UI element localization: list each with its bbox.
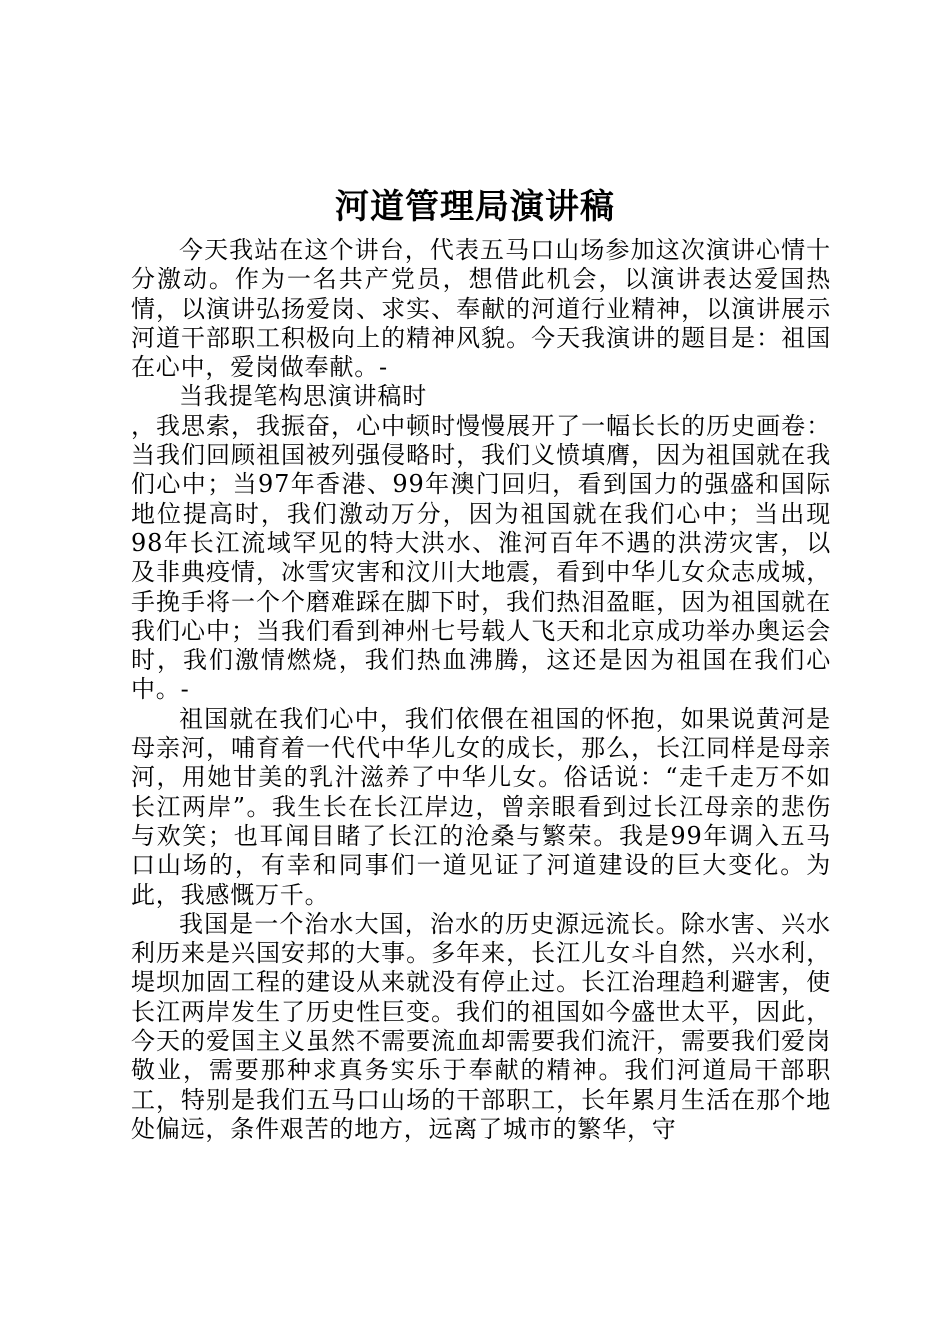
paragraph-drafting: 当我提笔构思演讲稿时 xyxy=(179,382,427,411)
paragraph-history: ，我思索，我振奋，心中顿时慢慢展开了一幅长长的历史画卷：当我们回顾祖国被列强侵略时，我们义愤填膺，因为祖国就在我们心中；当97年香港、99年澳门回归，看到国力的强盛和国际地位提高时，我们激动万分，因为祖国就在我们心中；当出现98年长江流域罕见的特大洪水、淮河百年不遇的洪涝灾害，以及非典疫情，冰雪灾害和汶川大地震，看到中华儿女众志成城，手挽手将一个个磨难踩在脚下时，我们热泪盈眶，因为祖国就在我们心中；当我们看到神州七号载人飞天和北京成功举办奥运会时，我们激情燃烧，我们热血沸腾，这还是因为祖国在我们心中。- xyxy=(131,411,831,704)
paragraph-water-management: 我国是一个治水大国，治水的历史源远流长。除水害、兴水利历来是兴国安邦的大事。多年来，长江儿女斗自然，兴水利，堤坝加固工程的建设从来就没有停止过。长江治理趋利避害，使长江两岸发生了历史性巨变。我们的祖国如今盛世太平，因此，今天的爱国主义虽然不需要流血却需要我们流汗，需要我们爱岗敬业，需要那种求真务实乐于奉献的精神。我们河道局干部职工，特别是我们五马口山场的干部职工，长年累月生活在那个地处偏远，条件艰苦的地方，远离了城市的繁华，守 xyxy=(131,909,831,1143)
document-body xyxy=(131,236,831,1144)
paragraph-yangtze: 祖国就在我们心中，我们依偎在祖国的怀抱，如果说黄河是母亲河，哺育着一代代中华儿女的成长，那么，长江同样是母亲河，用她甘美的乳汁滋养了中华儿女。俗话说：“走千走万不如长江两岸”。我生长在长江岸边，曾亲眼看到过长江母亲的悲伤与欢笑；也耳闻目睹了长江的沧桑与繁荣。我是99年调入五马口山场的，有幸和同事们一道见证了河道建设的巨大变化。为此，我感慨万千。 xyxy=(131,704,831,909)
document-title: 河道管理局演讲稿 xyxy=(335,187,615,227)
paragraph-intro: 今天我站在这个讲台，代表五马口山场参加这次演讲心情十分激动。作为一名共产党员，想借此机会，以演讲表达爱国热情，以演讲弘扬爱岗、求实、奉献的河道行业精神，以演讲展示河道干部职工积极向上的精神风貌。今天我演讲的题目是：祖国在心中，爱岗做奉献。- xyxy=(131,236,831,382)
